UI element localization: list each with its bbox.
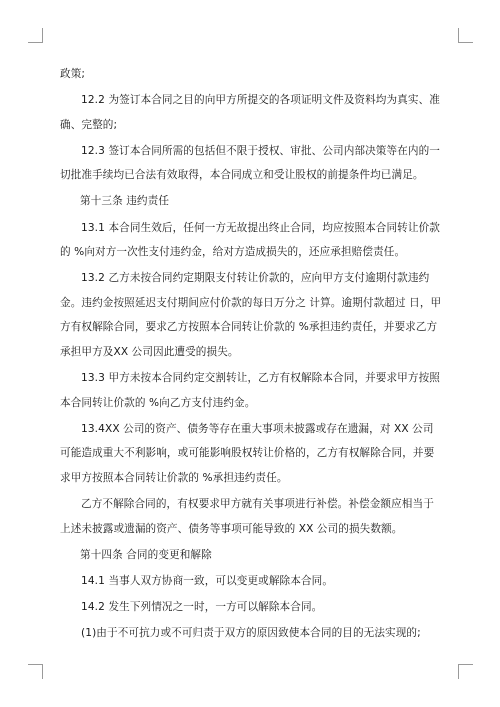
clause-14-2-item-1: (1)由于不可抗力或不可归责于双方的原因致使本合同的目的无法实现的; xyxy=(81,627,421,640)
clause-14-1: 14.1 当事人双方协商一致，可以变更或解除本合同。 xyxy=(81,574,334,587)
document-page xyxy=(60,62,444,647)
clause-14-2: 14.2 发生下列情况之一时，一方可以解除本合同。 xyxy=(81,600,323,613)
article-13-heading: 第十三条 违约责任 xyxy=(80,195,170,208)
paragraph-policy-end: 政策; xyxy=(60,68,86,80)
crop-mark-bottom-left xyxy=(28,664,43,679)
clause-13-2: 13.2 乙方未按合同约定期限支付转让价款的，应向甲方支付逾期付款违约金。违约金按照延迟支付期间应付价款的每日万分之 计算。逾期付款超过 日，甲方有权解除合同，要求乙方按照本合同转让价款的 %承担违约责任，并要求乙方承担甲方及XX 公司因此遭受的损失。 xyxy=(60,272,442,359)
clause-13-3: 13.3 甲方未按本合同约定交割转让，乙方有权解除本合同，并要求甲方按照本合同转让价款的 %向乙方支付违约金。 xyxy=(60,372,440,409)
clause-12-3: 12.3 签订本合同所需的包括但不限于授权、审批、公司内部决策等在内的一切批准手续均已合法有效取得，本合同成立和受让股权的前提条件均已满足。 xyxy=(60,144,440,182)
clause-13-4: 13.4XX 公司的资产、债务等存在重大事项未披露或存在遗漏，对 XX 公司可能造成重大不利影响，或可能影响股权转让价格的，乙方有权解除合同，并要求甲方按照本合同转让价款的 %承担违约责任。 xyxy=(60,422,435,484)
crop-mark-top-left xyxy=(28,28,43,43)
clause-13-1: 13.1 本合同生效后，任何一方无故提出终止合同，均应按照本合同转让价款的 %向对方一次性支付违约金，给对方造成损失的，还应承担赔偿责任。 xyxy=(60,221,440,259)
clause-12-2: 12.2 为签订本合同之目的向甲方所提交的各项证明文件及资料均为真实、准确、完整的; xyxy=(60,94,440,131)
crop-mark-bottom-right xyxy=(458,664,473,679)
article-14-heading: 第十四条 合同的变更和解除 xyxy=(80,548,212,561)
paragraph-compensation: 乙方不解除合同的，有权要求甲方就有关事项进行补偿。补偿金额应相当于上述未披露或遗漏的资产、债务等事项可能导致的 XX 公司的损失数额。 xyxy=(60,498,434,535)
crop-mark-top-right xyxy=(458,28,473,43)
